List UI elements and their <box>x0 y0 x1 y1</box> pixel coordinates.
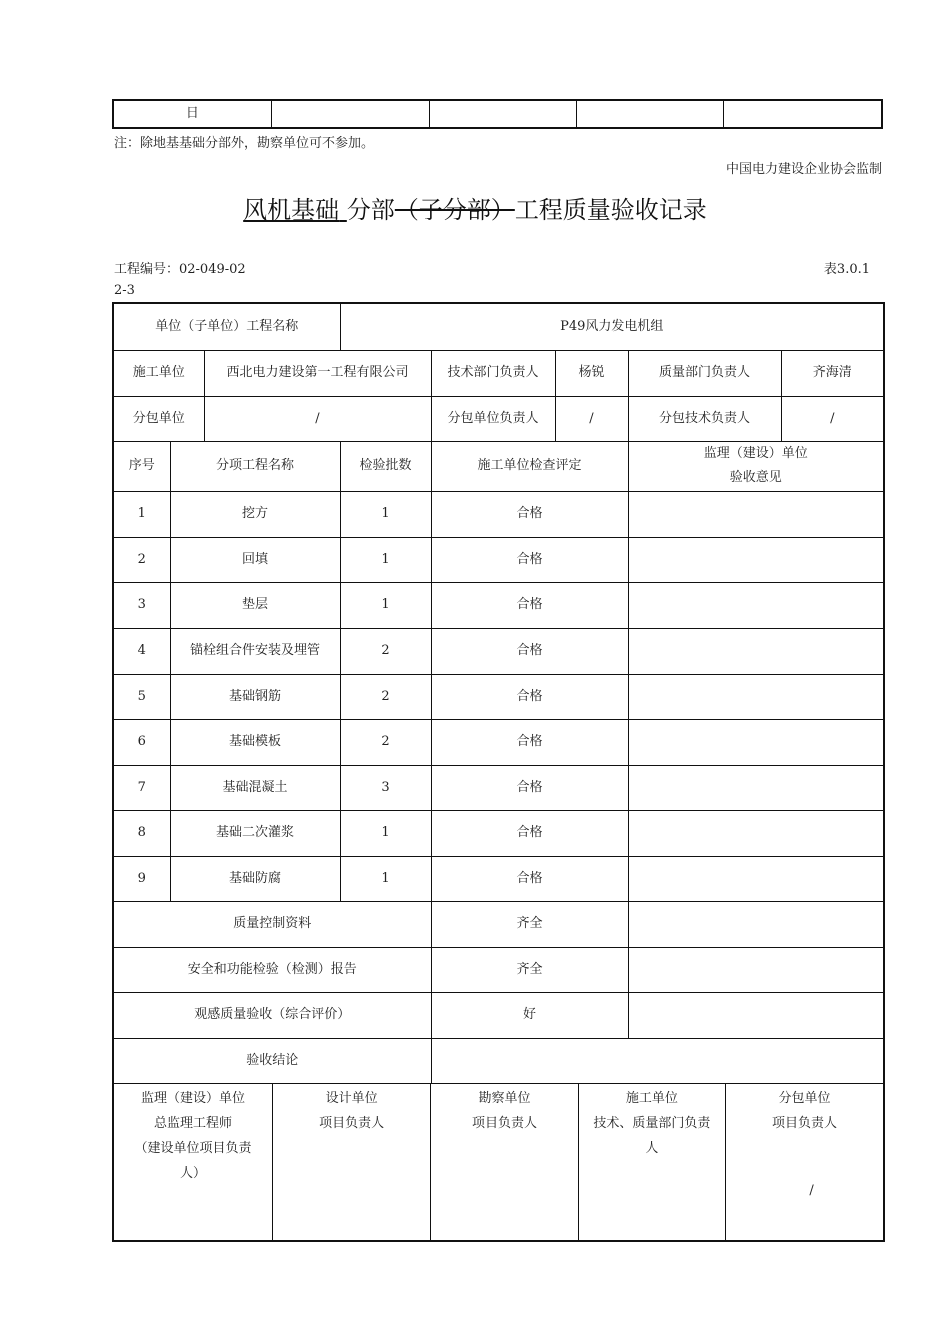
table-row <box>113 765 884 810</box>
summary-opinion <box>628 992 884 1038</box>
row-no: 8 <box>113 810 170 856</box>
quality-head-label: 质量部门负责人 <box>628 350 781 396</box>
col-no: 序号 <box>113 441 170 491</box>
row-batches: 3 <box>340 765 431 810</box>
row-no: 6 <box>113 719 170 765</box>
empty-cell <box>577 100 724 128</box>
row-opinion <box>628 674 884 719</box>
summary-label: 安全和功能检验（检测）报告 <box>113 947 431 992</box>
title-part3: （子分部） <box>394 196 515 224</box>
day-label: 日 <box>113 100 271 128</box>
sub-tech-value: / <box>781 396 884 441</box>
summary-row <box>113 947 884 992</box>
row-eval: 合格 <box>431 810 628 856</box>
supervision-text: 中国电力建设企业协会监制 <box>725 162 882 177</box>
row-batches: 2 <box>340 719 431 765</box>
row-no: 1 <box>113 491 170 537</box>
row-batches: 1 <box>340 810 431 856</box>
conclusion-label: 验收结论 <box>113 1038 431 1083</box>
row-eval: 合格 <box>431 719 628 765</box>
row-opinion <box>628 810 884 856</box>
row-no: 5 <box>113 674 170 719</box>
sub-head-value: / <box>555 396 628 441</box>
row-opinion <box>628 628 884 674</box>
summary-opinion <box>628 901 884 947</box>
row-name: 锚栓组合件安装及埋管 <box>170 628 340 674</box>
row-no: 7 <box>113 765 170 810</box>
project-number-cont: 2-3 <box>114 283 135 298</box>
row-name: 基础二次灌浆 <box>170 810 340 856</box>
signature-row <box>113 1083 884 1241</box>
title-part4: 工程质量验收记录 <box>514 196 707 224</box>
sub-tech-label: 分包技术负责人 <box>628 396 781 441</box>
signature-design: 设计单位 项目负责人 <box>272 1084 430 1240</box>
summary-value: 齐全 <box>431 947 628 992</box>
page-title <box>0 190 950 225</box>
tech-head-value: 杨锐 <box>555 350 628 396</box>
summary-value: 齐全 <box>431 901 628 947</box>
subcontractor-value: / <box>204 396 431 441</box>
col-supervision <box>628 441 884 491</box>
row-batches: 1 <box>340 856 431 901</box>
row-batches: 1 <box>340 582 431 628</box>
row-opinion <box>628 765 884 810</box>
quality-head-value: 齐海清 <box>781 350 884 396</box>
unit-name-value: P49风力发电机组 <box>340 303 884 350</box>
summary-label: 质量控制资料 <box>113 901 431 947</box>
table-number: 表3.0.1 <box>823 262 870 277</box>
table-row <box>113 674 884 719</box>
row-eval: 合格 <box>431 491 628 537</box>
row-opinion <box>628 582 884 628</box>
signature-supervision: 监理（建设）单位 总监理工程师 （建设单位项目负责 人） <box>114 1084 272 1240</box>
row-eval: 合格 <box>431 765 628 810</box>
row-batches: 2 <box>340 628 431 674</box>
empty-cell <box>271 100 429 128</box>
table-row <box>113 810 884 856</box>
row-name: 回填 <box>170 537 340 582</box>
row-opinion <box>628 719 884 765</box>
constructor-label: 施工单位 <box>113 350 204 396</box>
signature-subcontract: 分包单位 项目负责人 / <box>726 1084 883 1240</box>
row-name: 基础模板 <box>170 719 340 765</box>
summary-row <box>113 992 884 1038</box>
summary-row <box>113 901 884 947</box>
col-supervision-line2: 验收意见 <box>729 470 782 485</box>
table-row <box>113 491 884 537</box>
row-no: 2 <box>113 537 170 582</box>
empty-cell <box>724 100 882 128</box>
row-name: 垫层 <box>170 582 340 628</box>
row-name: 基础混凝土 <box>170 765 340 810</box>
col-supervision-line1: 监理（建设）单位 <box>703 446 808 461</box>
conclusion-row <box>113 1038 884 1083</box>
acceptance-record-table <box>112 302 885 1242</box>
table-row <box>113 856 884 901</box>
row-no: 9 <box>113 856 170 901</box>
row-name: 挖方 <box>170 491 340 537</box>
note-text: 注：除地基基础分部外，勘察单位可不参加。 <box>114 136 375 151</box>
table-row <box>113 537 884 582</box>
row-opinion <box>628 491 884 537</box>
title-part1: 风机基础 <box>243 196 340 224</box>
row-name: 基础钢筋 <box>170 674 340 719</box>
summary-value: 好 <box>431 992 628 1038</box>
row-eval: 合格 <box>431 628 628 674</box>
previous-table-fragment <box>112 99 883 129</box>
row-opinion <box>628 856 884 901</box>
constructor-value: 西北电力建设第一工程有限公司 <box>204 350 431 396</box>
subcontractor-label: 分包单位 <box>113 396 204 441</box>
conclusion-value <box>431 1038 884 1083</box>
row-eval: 合格 <box>431 582 628 628</box>
sub-head-label: 分包单位负责人 <box>431 396 555 441</box>
row-no: 4 <box>113 628 170 674</box>
unit-name-label: 单位（子单位）工程名称 <box>113 303 340 350</box>
table-row <box>113 628 884 674</box>
row-eval: 合格 <box>431 674 628 719</box>
summary-label: 观感质量验收（综合评价） <box>113 992 431 1038</box>
row-batches: 1 <box>340 491 431 537</box>
project-number: 工程编号：02-049-02 <box>114 262 246 277</box>
signature-survey: 勘察单位 项目负责人 <box>431 1084 578 1240</box>
row-batches: 1 <box>340 537 431 582</box>
col-batches: 检验批数 <box>340 441 431 491</box>
row-no: 3 <box>113 582 170 628</box>
table-row <box>113 719 884 765</box>
row-eval: 合格 <box>431 856 628 901</box>
table-row <box>113 582 884 628</box>
summary-opinion <box>628 947 884 992</box>
row-batches: 2 <box>340 674 431 719</box>
col-eval: 施工单位检查评定 <box>431 441 628 491</box>
tech-head-label: 技术部门负责人 <box>431 350 555 396</box>
col-name: 分项工程名称 <box>170 441 340 491</box>
row-eval: 合格 <box>431 537 628 582</box>
signature-construction: 施工单位 技术、质量部门负责 人 <box>578 1084 725 1240</box>
title-part2: 分部 <box>346 196 395 224</box>
empty-cell <box>429 100 576 128</box>
row-name: 基础防腐 <box>170 856 340 901</box>
row-opinion <box>628 537 884 582</box>
